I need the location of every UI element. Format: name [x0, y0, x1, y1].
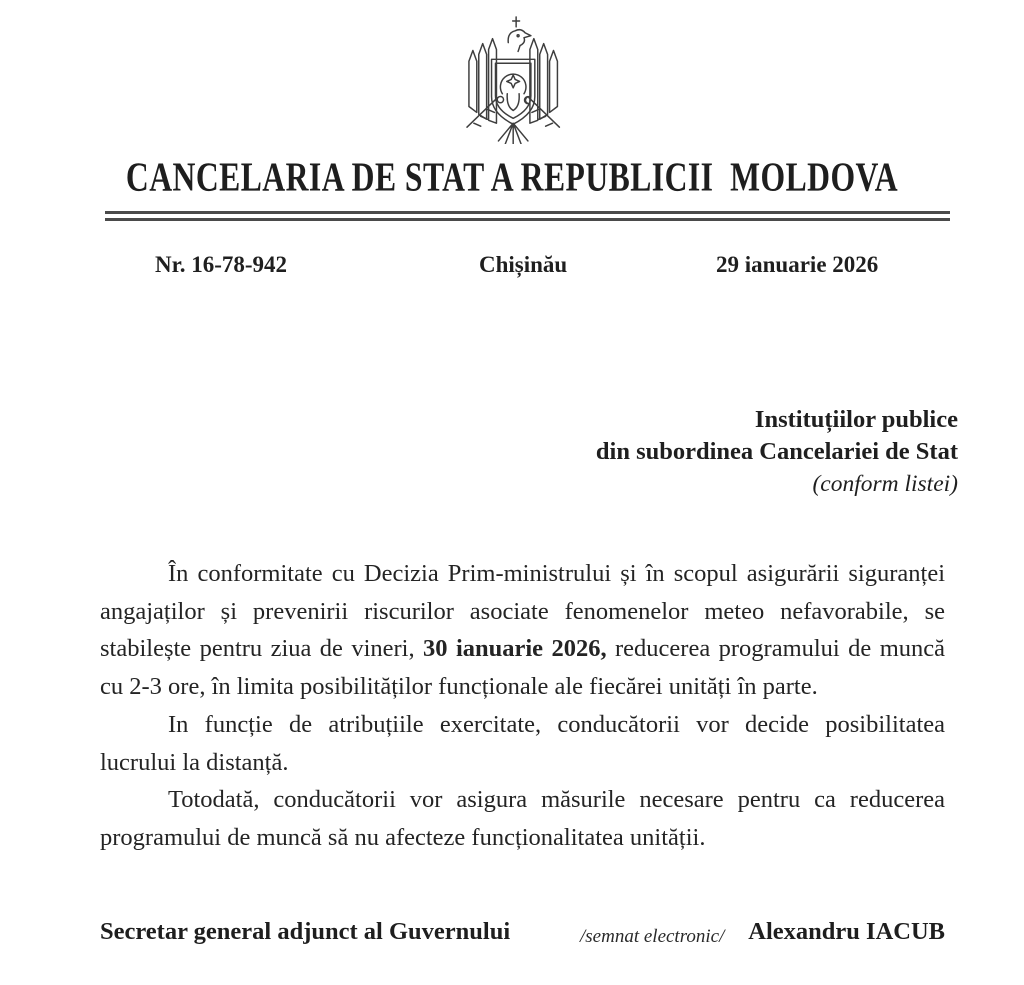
addressee-line-2: din subordinea Cancelariei de Stat [595, 438, 958, 465]
addressee-line-3: (conform listei) [812, 471, 958, 497]
body-paragraph-2: In funcție de atribuțiile exercitate, conducătorii vor decide posibilitatea lucrului la distanță. [100, 710, 945, 776]
letter-body [100, 555, 945, 857]
date-label: 29 ianuarie 2026 [716, 252, 879, 277]
body-paragraph-3: Totodată, conducătorii vor asigura măsurile necesare pentru ca reducerea programului de muncă să nu afecteze funcționalitatea unității. [100, 786, 945, 851]
paragraph1-text-end: reducerea programului de muncă cu 2-3 ore, în limita posibilităților funcționale ale fiecărei unități în parte. [100, 635, 945, 701]
signature-name: Alexandru IACUB [748, 918, 945, 945]
moldova-coat-of-arms-icon [454, 12, 572, 144]
city-label: Chișinău [479, 252, 568, 277]
document-number: Nr. 16-78-942 [155, 252, 288, 277]
addressee-line-1: Instituțiilor publice [754, 406, 958, 433]
signature-method: /semnat electronic/ [580, 926, 725, 947]
paragraph1-date-emphasis: 30 ianuarie 2026, [423, 635, 607, 663]
meta-row [0, 252, 1024, 288]
paragraph1-text-start: În conformitate cu Decizia Prim-ministrului și în scopul asigurării siguranței angajaților și prevenirii riscurilor asociate fenomenelor meteo nefavorabile, se stabilește pentru ziua de vineri, [100, 560, 945, 663]
page-title: CANCELARIA DE STAT A REPUBLICII MOLDOVA [125, 154, 899, 200]
signature-role: Secretar general adjunct al Guvernului [100, 918, 511, 945]
signature-row [100, 918, 945, 956]
body-paragraph-1 [100, 555, 945, 706]
header-double-rule [105, 211, 950, 221]
addressee-block [596, 404, 958, 500]
